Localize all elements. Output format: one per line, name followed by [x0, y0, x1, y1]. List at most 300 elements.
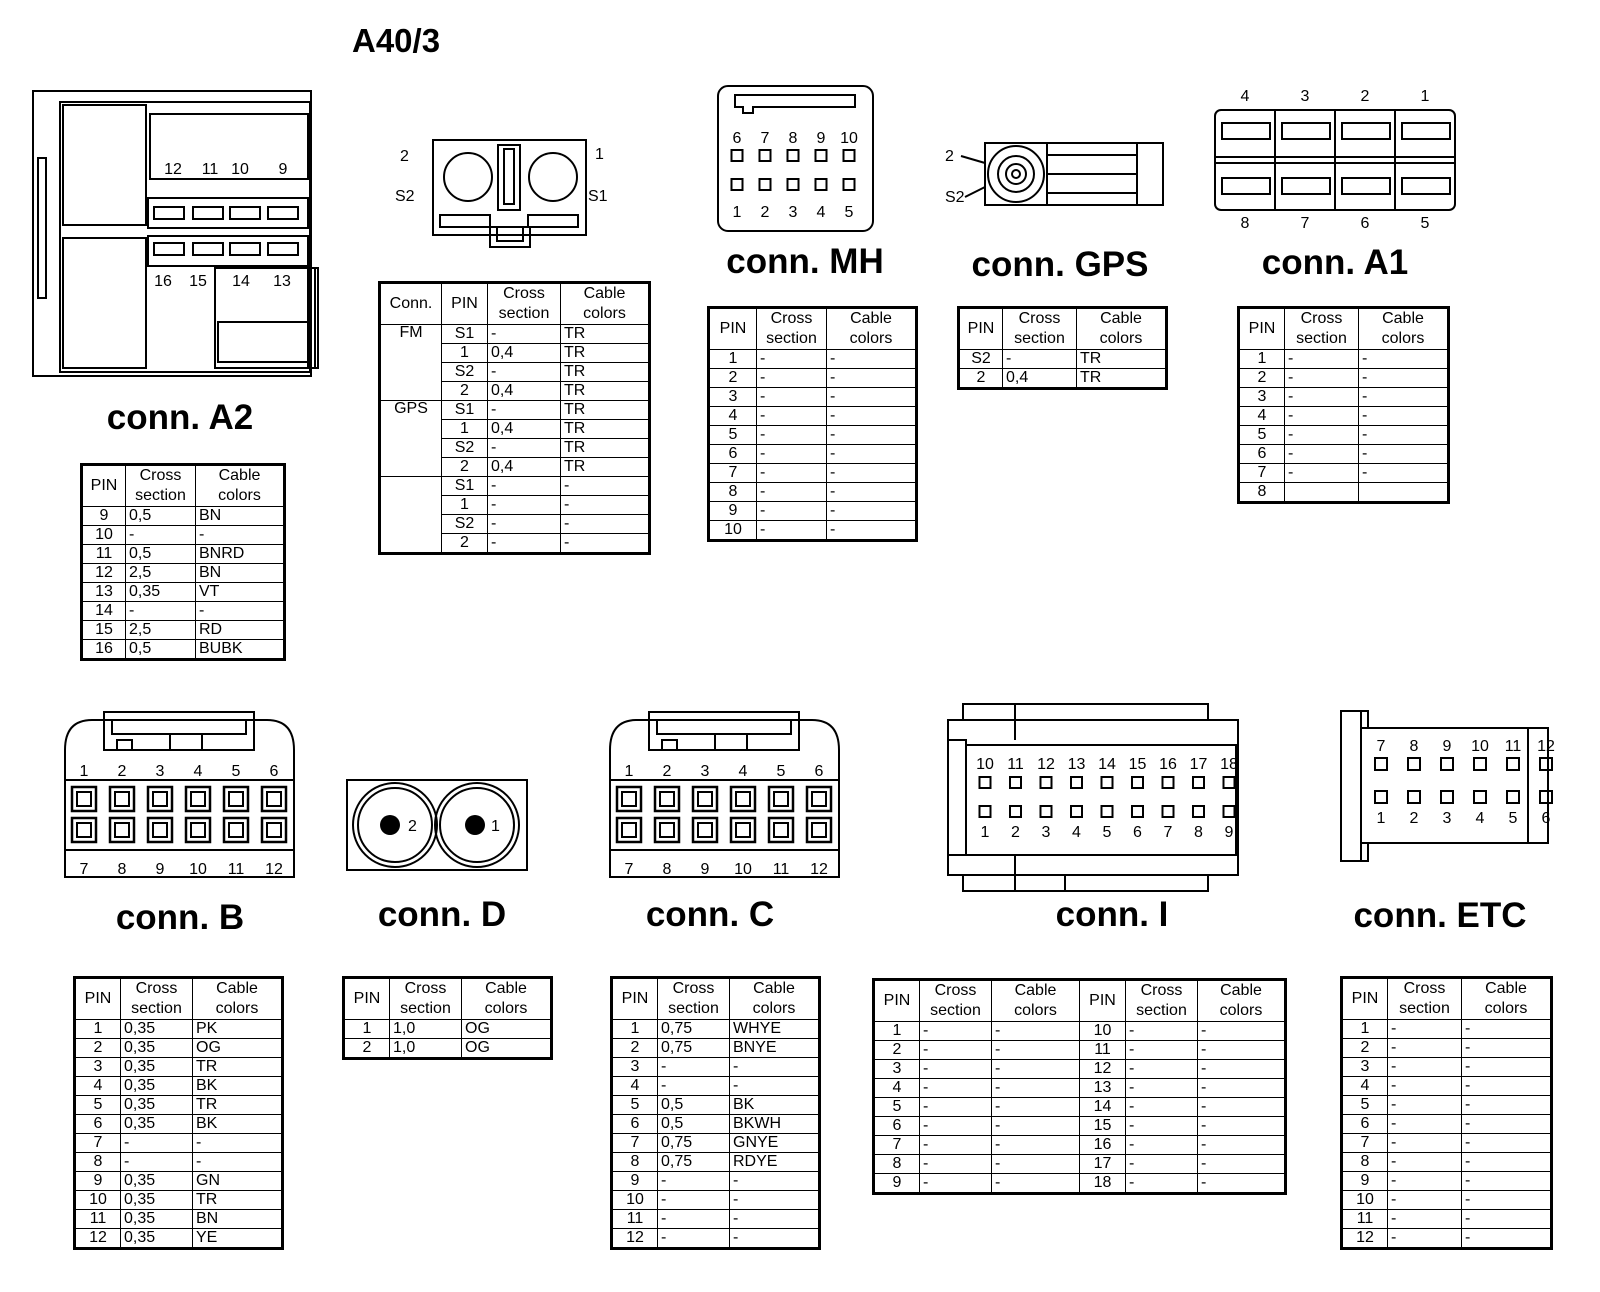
pin-socket: [110, 818, 134, 842]
conn-etc-table: [1340, 976, 1553, 1250]
pin-cell: 3: [612, 1058, 658, 1077]
cable-color-cell: TR: [193, 1058, 283, 1077]
pin-cell: 7: [874, 1136, 920, 1155]
cross-section-cell: -: [1285, 464, 1359, 483]
pin-number-label: 10: [1471, 738, 1489, 755]
cross-section-cell: 0,35: [121, 1077, 193, 1096]
pin-socket: [1474, 791, 1486, 803]
pin-number-label: 10: [734, 861, 752, 878]
col-cross: Cross section: [1003, 308, 1077, 350]
pin-cell: 3: [75, 1058, 121, 1077]
col-colors: Cable colors: [1359, 308, 1449, 350]
table-row: [612, 1172, 820, 1191]
pin-socket: [617, 787, 641, 811]
pin-number-label: 1: [732, 204, 742, 221]
cross-section-cell: 0,5: [658, 1115, 730, 1134]
antenna-connector-drawing: [395, 135, 645, 260]
pin-cell: 2: [442, 534, 488, 554]
pin-cell: 7: [75, 1134, 121, 1153]
col-cross-2: Cross section: [1126, 980, 1198, 1022]
col-pin: PIN: [959, 308, 1003, 350]
pin-cell: 2: [874, 1041, 920, 1060]
cross-section-cell: 0,35: [121, 1020, 193, 1039]
cable-color-cell: -: [827, 502, 917, 521]
pin-cell: 5: [1342, 1096, 1388, 1115]
cross-section-cell: -: [658, 1210, 730, 1229]
pin-socket: [844, 150, 855, 161]
table-row: [709, 407, 917, 426]
table-row: [612, 1058, 820, 1077]
pin-cell: 10: [82, 526, 126, 545]
cable-color-cell: OG: [462, 1039, 552, 1059]
col-pin: PIN: [612, 978, 658, 1020]
pin-socket: [731, 787, 755, 811]
connector-a2-drawing: [30, 88, 320, 383]
cross-section-cell: -: [757, 445, 827, 464]
table-row: [75, 1058, 283, 1077]
cable-color-cell: TR: [1077, 369, 1167, 389]
pin-cell: 10: [1342, 1191, 1388, 1210]
table-row: [380, 325, 650, 344]
table-row: [75, 1172, 283, 1191]
pin-socket: [732, 179, 743, 190]
cross-section-cell: -: [126, 602, 196, 621]
pin-number-label: 6: [269, 763, 279, 780]
pin-socket: [1375, 791, 1387, 803]
cross-section-cell: -: [1285, 445, 1359, 464]
conn-gps-title: conn. GPS: [971, 245, 1149, 284]
pin-cell: S1: [442, 401, 488, 420]
cross-section-cell: -: [757, 388, 827, 407]
pin-cell: 2: [959, 369, 1003, 389]
cable-color-cell: BKWH: [730, 1115, 820, 1134]
cable-color-cell: TR: [561, 439, 650, 458]
table-row: [380, 401, 650, 420]
col-colors: Cable colors: [992, 980, 1080, 1022]
cross-section-cell: -: [126, 526, 196, 545]
cable-color-cell: -: [730, 1077, 820, 1096]
pin-number-label: 11: [1007, 756, 1024, 773]
cable-color-cell: GNYE: [730, 1134, 820, 1153]
cross-section-cell: -: [1388, 1210, 1462, 1229]
ant-label-s1: S1: [588, 188, 608, 205]
cross-section-cell: 0,4: [488, 458, 561, 477]
pin-number-label: 4: [193, 763, 203, 780]
cross-section-cell: -: [920, 1136, 992, 1155]
pin-socket: [812, 823, 826, 837]
pin-cell: 8: [612, 1153, 658, 1172]
pin-socket: [1132, 777, 1143, 788]
pin-number-label: 3: [700, 763, 710, 780]
pin-socket: [698, 792, 712, 806]
table-row: [75, 1115, 283, 1134]
pin-number-label: 1: [624, 763, 634, 780]
cross-section-cell: 0,35: [121, 1191, 193, 1210]
col-colors-2: Cable colors: [1198, 980, 1286, 1022]
pin-cell: 1: [709, 350, 757, 369]
pin-socket: [736, 792, 750, 806]
col-pin: PIN: [1342, 978, 1388, 1020]
pin-number-label: 4: [816, 204, 826, 221]
pin-cell: S1: [442, 477, 488, 496]
pin-socket: [622, 792, 636, 806]
pin-number-label: 10: [976, 756, 994, 773]
pin-number-label: 7: [760, 130, 770, 147]
table-row: [1239, 369, 1449, 388]
cross-section-cell: 0,35: [121, 1229, 193, 1249]
pin-number-label: 1: [79, 763, 89, 780]
pin-number-label: 7: [1163, 824, 1173, 841]
cable-color-cell: -: [1359, 464, 1449, 483]
cable-color-cell: BN: [196, 564, 285, 583]
col-colors: Cable colors: [730, 978, 820, 1020]
col-pin: PIN: [1239, 308, 1285, 350]
cable-color-cell: -: [1359, 407, 1449, 426]
pin-socket: [807, 787, 831, 811]
pin-socket: [1408, 758, 1420, 770]
gps-label-s2: S2: [945, 189, 965, 206]
table-row: [612, 1153, 820, 1172]
col-pin: PIN: [442, 283, 488, 325]
cross-section-cell: 0,35: [126, 583, 196, 602]
table-row: [709, 445, 917, 464]
table-row: [709, 483, 917, 502]
cable-color-cell: -: [1359, 426, 1449, 445]
pin-cell: 15: [1080, 1117, 1126, 1136]
table-row: [874, 1117, 1286, 1136]
pin-cell: 8: [1239, 483, 1285, 503]
cross-section-cell: 0,35: [121, 1096, 193, 1115]
pin-socket: [1163, 777, 1174, 788]
pin-socket: [769, 787, 793, 811]
cable-color-cell: -: [730, 1191, 820, 1210]
cable-color-cell: -: [1462, 1210, 1552, 1229]
pin-number-label: 14: [1098, 756, 1116, 773]
cable-color-cell: BNRD: [196, 545, 285, 564]
conn-a1-title: conn. A1: [1261, 243, 1409, 282]
pin-socket: [1010, 777, 1021, 788]
pin-number-label: 6: [1360, 215, 1370, 232]
col-cross: Cross section: [658, 978, 730, 1020]
pin-number-label: 4: [738, 763, 748, 780]
cable-color-cell: -: [992, 1136, 1080, 1155]
cable-color-cell: BK: [193, 1115, 283, 1134]
pin-socket: [1163, 806, 1174, 817]
cross-section-cell: -: [121, 1153, 193, 1172]
pin-socket: [698, 823, 712, 837]
pin-socket: [774, 792, 788, 806]
col-colors: Cable colors: [1462, 978, 1552, 1020]
pin-socket: [77, 823, 91, 837]
cross-section-cell: -: [757, 502, 827, 521]
cross-section-cell: -: [1388, 1020, 1462, 1039]
pin-number-label: 11: [227, 861, 245, 878]
table-row: [874, 1155, 1286, 1174]
pin-number-label: 6: [1541, 810, 1551, 827]
cable-color-cell: -: [1198, 1079, 1286, 1098]
cable-color-cell: -: [1462, 1115, 1552, 1134]
pin-number-label: 5: [1508, 810, 1518, 827]
table-row: [612, 1077, 820, 1096]
pin-cell: 17: [1080, 1155, 1126, 1174]
pin-socket: [622, 823, 636, 837]
cable-color-cell: -: [1359, 388, 1449, 407]
table-row: [1239, 464, 1449, 483]
pin-cell: 9: [75, 1172, 121, 1191]
pin-number-label: 5: [231, 763, 241, 780]
table-row: [75, 1153, 283, 1172]
col-cross: Cross section: [121, 978, 193, 1020]
pin-number-label: 6: [1133, 824, 1142, 841]
cross-section-cell: -: [488, 363, 561, 382]
conn-d-table: [342, 976, 553, 1060]
table-row: [75, 1191, 283, 1210]
cross-section-cell: -: [757, 521, 827, 541]
pin-cell: 1: [874, 1022, 920, 1041]
pin-socket: [1071, 806, 1082, 817]
pin-cell: 10: [709, 521, 757, 541]
table-row: [1239, 350, 1449, 369]
pin-number-label: 2: [760, 204, 770, 221]
table-row: [82, 564, 285, 583]
pin-number-label: 12: [1037, 756, 1055, 773]
pin-cell: 7: [709, 464, 757, 483]
pin-cell: 12: [1342, 1229, 1388, 1249]
table-row: [874, 1174, 1286, 1194]
table-row: [82, 583, 285, 602]
table-row: [75, 1039, 283, 1058]
pin-cell: 4: [75, 1077, 121, 1096]
pin-number-label: 6: [732, 130, 742, 147]
cable-color-cell: -: [1198, 1155, 1286, 1174]
pin-cell: 3: [874, 1060, 920, 1079]
cable-color-cell: -: [827, 350, 917, 369]
cable-color-cell: -: [827, 407, 917, 426]
col-cross: Cross section: [126, 465, 196, 507]
col-cross: Cross section: [920, 980, 992, 1022]
pin-number-label: 14: [232, 273, 250, 290]
cross-section-cell: 0,75: [658, 1020, 730, 1039]
pin-1-contact: [465, 815, 485, 835]
pin-socket: [617, 818, 641, 842]
conn-group-label: [380, 477, 442, 554]
col-pin: PIN: [709, 308, 757, 350]
pin-cell: S1: [442, 325, 488, 344]
pin-cell: 1: [442, 420, 488, 439]
cable-color-cell: OG: [193, 1039, 283, 1058]
cross-section-cell: -: [1126, 1155, 1198, 1174]
cable-color-cell: -: [1198, 1174, 1286, 1194]
cross-section-cell: 0,4: [488, 420, 561, 439]
cross-section-cell: -: [1388, 1191, 1462, 1210]
cross-section-cell: 0,35: [121, 1210, 193, 1229]
cable-color-cell: -: [193, 1134, 283, 1153]
cross-section-cell: -: [920, 1174, 992, 1194]
col-colors: Cable colors: [561, 283, 650, 325]
cable-color-cell: BN: [196, 507, 285, 526]
pin-socket: [262, 818, 286, 842]
cable-color-cell: BNYE: [730, 1039, 820, 1058]
cable-color-cell: YE: [193, 1229, 283, 1249]
connector-mh-drawing: [715, 83, 875, 233]
pin-socket: [110, 787, 134, 811]
conn-a2-title: conn. A2: [106, 398, 254, 437]
cross-section-cell: 0,35: [121, 1172, 193, 1191]
pin-number-label: 6: [814, 763, 824, 780]
d-pin-label-2: 2: [408, 818, 417, 835]
cross-section-cell: -: [1285, 426, 1359, 445]
pin-number-label: 2: [1409, 810, 1419, 827]
pin-number-label: 12: [164, 161, 182, 178]
cross-section-cell: -: [1285, 369, 1359, 388]
pin-cell: 5: [75, 1096, 121, 1115]
pin-cell: 12: [75, 1229, 121, 1249]
pin-cell: 5: [874, 1098, 920, 1117]
cross-section-cell: -: [1388, 1229, 1462, 1249]
cable-color-cell: RD: [196, 621, 285, 640]
cable-color-cell: PK: [193, 1020, 283, 1039]
pin-socket: [1193, 806, 1204, 817]
cross-section-cell: -: [1126, 1136, 1198, 1155]
cross-section-cell: -: [1285, 407, 1359, 426]
table-row: [1342, 1115, 1552, 1134]
table-row: [1342, 1172, 1552, 1191]
pin-socket: [774, 823, 788, 837]
pin-number-label: 9: [155, 861, 165, 878]
cross-section-cell: -: [920, 1022, 992, 1041]
pin-cell: 12: [612, 1229, 658, 1249]
cable-color-cell: VT: [196, 583, 285, 602]
table-row: [1342, 1153, 1552, 1172]
pin-socket: [191, 792, 205, 806]
cable-color-cell: -: [992, 1041, 1080, 1060]
pin-number-label: 1: [1420, 88, 1430, 105]
antenna-table: [378, 281, 651, 555]
pin-socket: [1041, 806, 1052, 817]
table-row: [82, 507, 285, 526]
pin-number-label: 4: [1072, 824, 1081, 841]
pin-cell: 10: [612, 1191, 658, 1210]
cable-color-cell: OG: [462, 1020, 552, 1039]
pin-socket: [72, 818, 96, 842]
pin-cell: 11: [612, 1210, 658, 1229]
table-row: [1342, 1229, 1552, 1249]
cross-section-cell: 1,0: [390, 1020, 462, 1039]
pin-socket: [1540, 791, 1552, 803]
table-row: [1342, 1039, 1552, 1058]
pin-cell: 2: [75, 1039, 121, 1058]
table-row: [344, 1039, 552, 1059]
cable-color-cell: -: [561, 534, 650, 554]
cable-color-cell: WHYE: [730, 1020, 820, 1039]
col-pin: PIN: [874, 980, 920, 1022]
page-title: A40/3: [352, 22, 441, 59]
pin-socket: [980, 806, 991, 817]
table-row: [82, 640, 285, 660]
cable-color-cell: -: [1462, 1172, 1552, 1191]
pin-number-label: 2: [1011, 824, 1020, 841]
table-row: [1342, 1210, 1552, 1229]
pin-number-label: 7: [1376, 738, 1386, 755]
table-row: [874, 1041, 1286, 1060]
col-cross: Cross section: [1388, 978, 1462, 1020]
cross-section-cell: -: [1126, 1174, 1198, 1194]
table-row: [1342, 1134, 1552, 1153]
d-pin-label-1: 1: [491, 818, 500, 835]
cable-color-cell: [1359, 483, 1449, 503]
pin-number-label: 4: [1240, 88, 1250, 105]
pin-cell: 11: [1080, 1041, 1126, 1060]
pin-cell: 1: [1239, 350, 1285, 369]
table-row: [75, 1020, 283, 1039]
pin-number-label: 8: [1409, 738, 1419, 755]
cross-section-cell: -: [1126, 1022, 1198, 1041]
cross-section-cell: -: [757, 407, 827, 426]
cable-color-cell: -: [827, 464, 917, 483]
conn-c-table: [610, 976, 821, 1250]
pin-socket: [1010, 806, 1021, 817]
pin-number-label: 10: [189, 861, 207, 878]
conn-etc-title: conn. ETC: [1353, 896, 1527, 935]
cross-section-cell: 2,5: [126, 564, 196, 583]
pin-number-label: 5: [1420, 215, 1430, 232]
pin-socket: [655, 818, 679, 842]
pin-number-label: 9: [1224, 824, 1234, 841]
table-row: [874, 1022, 1286, 1041]
cable-color-cell: -: [827, 445, 917, 464]
cable-color-cell: -: [992, 1060, 1080, 1079]
col-cross: Cross section: [1285, 308, 1359, 350]
cross-section-cell: -: [488, 325, 561, 344]
pin-number-label: 8: [1240, 215, 1250, 232]
pin-cell: S2: [959, 350, 1003, 369]
pin-number-label: 3: [155, 763, 165, 780]
conn-a1-table: [1237, 306, 1450, 504]
gps-label-2: 2: [945, 148, 954, 165]
pin-socket: [660, 792, 674, 806]
pin-cell: 7: [1239, 464, 1285, 483]
cable-color-cell: GN: [193, 1172, 283, 1191]
pin-socket: [148, 818, 172, 842]
cross-section-cell: -: [1388, 1039, 1462, 1058]
cable-color-cell: TR: [193, 1096, 283, 1115]
cross-section-cell: -: [658, 1077, 730, 1096]
cross-section-cell: -: [757, 350, 827, 369]
pin-socket: [186, 818, 210, 842]
pin-cell: 3: [709, 388, 757, 407]
pin-cell: 6: [1239, 445, 1285, 464]
cross-section-cell: 0,5: [658, 1096, 730, 1115]
cable-color-cell: -: [1462, 1039, 1552, 1058]
cross-section-cell: 0,5: [126, 545, 196, 564]
conn-mh-title: conn. MH: [726, 242, 884, 281]
pin-cell: 6: [874, 1117, 920, 1136]
pin-socket: [736, 823, 750, 837]
cable-color-cell: -: [1198, 1041, 1286, 1060]
cross-section-cell: 1,0: [390, 1039, 462, 1059]
cross-section-cell: -: [1388, 1096, 1462, 1115]
pin-socket: [191, 823, 205, 837]
pin-cell: 5: [612, 1096, 658, 1115]
pin-socket: [655, 787, 679, 811]
cross-section-cell: -: [488, 439, 561, 458]
cross-section-cell: -: [1388, 1058, 1462, 1077]
cable-color-cell: -: [561, 496, 650, 515]
pin-cell: 8: [709, 483, 757, 502]
cross-section-cell: -: [658, 1191, 730, 1210]
conn-b-title: conn. B: [115, 898, 245, 937]
cross-section-cell: 0,35: [121, 1115, 193, 1134]
